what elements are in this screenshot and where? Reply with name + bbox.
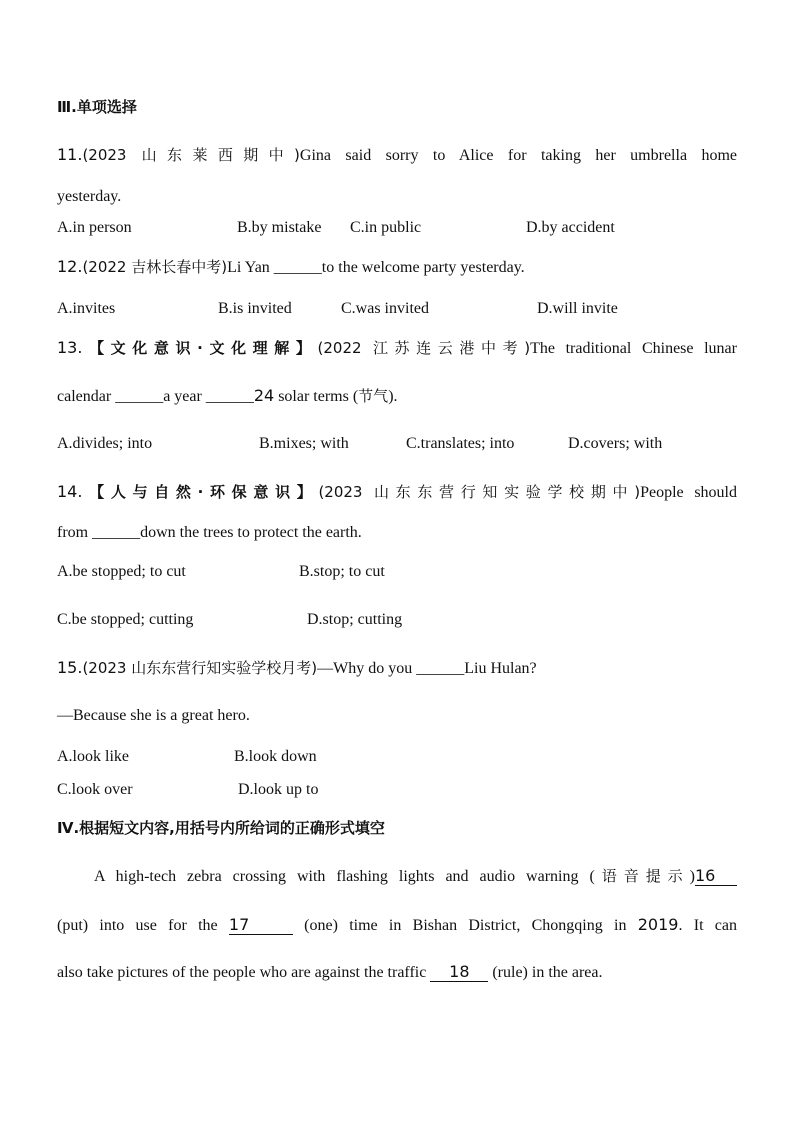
question-11-option-d[interactable]: D.by accident (526, 219, 615, 236)
question-11-stem-cont: yesterday. (57, 188, 122, 205)
question-14-option-a[interactable]: A.be stopped; to cut (57, 563, 186, 580)
question-12-option-a[interactable]: A.invites (57, 300, 116, 317)
question-15-option-b[interactable]: B.look down (234, 748, 317, 765)
question-11-option-a[interactable]: A.in person (57, 219, 132, 236)
question-12-stem: 12.(2022 吉林长春中考)Li Yan ______to the welcome party yesterday. (57, 257, 525, 276)
question-13-option-c[interactable]: C.translates; into (406, 435, 515, 452)
question-11-stem: 11.(2023 山东莱西期中)Gina said sorry to Alice for taking her umbrella home (57, 145, 737, 164)
section-3-title: Ⅲ.单项选择 (57, 98, 137, 116)
question-12-option-c[interactable]: C.was invited (341, 300, 429, 317)
question-13-tag: 【文化意识·文化理解】 (82, 339, 318, 357)
blank-16[interactable]: 16 (695, 867, 737, 886)
question-15-stem: 15.(2023 山东东营行知实验学校月考)—Why do you ______Liu Hulan? (57, 658, 537, 677)
question-12-source: (2022 吉林长春中考) (82, 258, 228, 276)
question-13-source: (2022 江苏连云港中考) (317, 339, 531, 357)
passage-line-2: (put) into use for the 17 (one) time in Bishan District, Chongqing in 2019. It can (57, 915, 737, 934)
question-15-option-c[interactable]: C.look over (57, 781, 133, 798)
question-11-source: (2023 山东莱西期中) (82, 146, 300, 164)
question-13-stem: 13.【文化意识·文化理解】(2022 江苏连云港中考)The traditional Chinese lunar (57, 338, 737, 357)
question-14-option-b[interactable]: B.stop; to cut (299, 563, 385, 580)
question-11-option-c[interactable]: C.in public (350, 219, 422, 236)
passage-line-1: A high-tech zebra crossing with flashing lights and audio warning (语音提示)16 (94, 866, 737, 887)
question-12-blank[interactable]: ______ (273, 259, 322, 276)
question-12-option-b[interactable]: B.is invited (218, 300, 292, 317)
passage-line-3: also take pictures of the people who are against the traffic 18 (rule) in the area. (57, 962, 603, 981)
question-14-blank[interactable]: ______ (92, 524, 141, 541)
question-12-option-d[interactable]: D.will invite (537, 300, 618, 317)
question-11-option-b[interactable]: B.by mistake (237, 219, 322, 236)
question-13-option-a[interactable]: A.divides; into (57, 435, 153, 452)
question-13-blank-1[interactable]: ______ (115, 388, 164, 405)
blank-17[interactable]: 17 (229, 916, 293, 935)
question-13-option-b[interactable]: B.mixes; with (259, 435, 349, 452)
question-15-option-a[interactable]: A.look like (57, 748, 129, 765)
question-13-stem-cont: calendar ______a year ______24 solar terms (节气). (57, 386, 398, 405)
question-15-answer-line: —Because she is a great hero. (57, 707, 250, 724)
question-13-option-d[interactable]: D.covers; with (568, 435, 663, 452)
question-14-tag: 【人与自然·环保意识】 (82, 483, 319, 501)
section-4-title: Ⅳ.根据短文内容,用括号内所给词的正确形式填空 (57, 819, 385, 837)
question-13-blank-2[interactable]: ______ (205, 388, 254, 405)
question-15-option-d[interactable]: D.look up to (238, 781, 319, 798)
question-15-blank[interactable]: ______ (416, 660, 465, 677)
question-14-stem-cont: from ______down the trees to protect the earth. (57, 524, 362, 541)
blank-18[interactable]: 18 (430, 963, 488, 982)
question-14-source: (2023 山东东营行知实验学校期中) (318, 483, 641, 501)
question-14-stem: 14.【人与自然·环保意识】(2023 山东东营行知实验学校期中)People should (57, 482, 738, 501)
question-14-option-c[interactable]: C.be stopped; cutting (57, 611, 194, 628)
question-14-option-d[interactable]: D.stop; cutting (307, 611, 403, 628)
question-15-source: (2023 山东东营行知实验学校月考) (82, 659, 318, 677)
